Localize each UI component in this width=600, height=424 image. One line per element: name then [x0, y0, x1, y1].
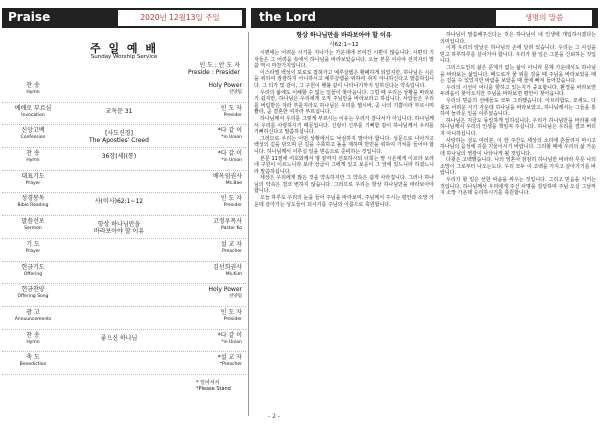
worship-order — [2, 80, 246, 375]
order-leader-en: Ms.Bae — [225, 180, 242, 186]
sermon-paragraph: 그리스도인의 삶은 문제가 없는 삶이 아니라 문제 가운데서도 하나님을 바라보는 삶입니다. 베드로가 물 위를 걸을 때 주님을 바라보았을 때는 걸을 수 있었지만 바람을 보았을 때 물에 빠져 들어갔습니다. — [440, 64, 596, 85]
order-item-ko: 축 도 — [26, 354, 40, 362]
order-item-leader — [180, 195, 242, 209]
order-item-en: Prayer — [25, 248, 41, 254]
order-leader-en: Ms.Kim — [225, 271, 242, 277]
sermon-paragraph: 우리의 삶에도 이해할 수 없는 일들이 찾아옵니다. 그럴 때 우리는 상황을 바라보기 쉽지만, 하나님은 우리에게 오직 주님만을 바라보라고 하십니다. 사람들은 우리를 버림받은 자라 부를지라도 하나님은 우리를 헵시바, 곧 나의 기쁨이라 부르시며 쁄라, 곧 결혼한 여자라 부르십니다. — [254, 89, 434, 116]
order-leader-ko: *설 교 자 — [217, 354, 242, 362]
order-item-ko: 성경봉독 — [21, 195, 45, 203]
order-item-ko: 찬 송 — [26, 82, 40, 89]
order-item-leader — [180, 241, 242, 255]
order-leader-ko: Holy Power — [208, 286, 242, 294]
order-row — [2, 103, 246, 126]
order-item-en: Invocation — [21, 112, 45, 118]
sermon-column-1 — [254, 50, 434, 208]
order-leader-ko: 설 교 자 — [220, 240, 242, 248]
presider-ko: 인 도 : 안 도 자 — [199, 62, 240, 69]
order-item-label — [8, 309, 58, 323]
sermon-column-2 — [440, 32, 596, 197]
order-item-label — [8, 354, 58, 368]
order-row — [2, 330, 246, 353]
sermon-label: 생명의 말씀 — [496, 10, 592, 26]
order-item-ko: 예배로 부르심 — [14, 104, 52, 112]
order-leader-en: 찬양팀 — [228, 294, 242, 300]
order-row — [2, 307, 246, 330]
order-item-leader — [180, 150, 242, 164]
praise-title: Praise — [8, 10, 51, 24]
sermon-paragraph: 오늘 하루도 우리의 눈을 들어 주님을 바라보며, 주님께서 주시는 평안과 소망 가운데 살아가는 성도들이 되시기를 주님의 이름으로 축원합니다. — [254, 195, 434, 208]
order-item-label — [8, 264, 58, 278]
order-row — [2, 80, 246, 103]
order-leader-en: *in Union — [221, 158, 242, 164]
order-row — [2, 125, 246, 148]
presider-info — [188, 62, 240, 76]
sermon-paragraph: 우리의 믿음의 선배들도 모두 그러했습니다. 아브라함도, 모세도, 다윗도 어려운 시기 가운데 하나님을 바라보았고, 하나님께서는 그들을 통하여 놀라운 일을 이루셨습니다. — [440, 97, 596, 118]
order-leader-en: Preacher — [222, 248, 242, 254]
order-item-ko: 헌금기도 — [21, 263, 45, 271]
sermon-paragraph: 시편에는 어려운 시기를 지나가는 가운데에 쓰여진 시편이 많습니다. 시편의 기자들은 그 어려움 속에서 하나님을 바라보았습니다. 오늘 본문 이사야 선지자의 말씀 역시 마찬가지입니다. — [254, 50, 434, 70]
lord-title: the Lord — [259, 10, 316, 24]
order-item-ko: 대표기도 — [21, 172, 45, 180]
order-item-label — [8, 150, 58, 164]
order-item-detail: [사도신경] The Apostles' Creed — [89, 130, 149, 145]
order-leader-en: 찬양팀 — [228, 90, 242, 95]
order-leader-en: Pastor Ko — [221, 226, 242, 232]
order-item-leader — [180, 127, 242, 141]
order-leader-ko: Holy Power — [208, 82, 242, 89]
order-item-ko: 헌금찬양 — [21, 286, 45, 294]
order-row — [2, 239, 246, 262]
order-item-en: Prayer — [25, 180, 41, 186]
sermon-paragraph: 이제 우리의 앞날은 하나님의 손에 달려 있습니다. 우리는 그 사실을 믿고 하루하루를 살아가야 합니다. 우리가 할 일은 그분을 신뢰하는 것입니다. — [440, 45, 596, 65]
column-divider — [248, 32, 249, 416]
order-item-en: Hymn — [26, 90, 40, 95]
order-leader-en: Presider — [223, 112, 242, 118]
sermon-paragraph: 그러므로 우리는 어떤 상황에서도 낙심하지 말아야 합니다. 성문으로 나아가고 백성의 길을 닦으며 큰 길을 수축하고 돌을 제하며 만민을 위하여 기치를 들어야 합니다. 하나님께서 이루실 일을 믿음으로 준비하는 것입니다. — [254, 135, 434, 155]
order-leader-ko: *다 같 이 — [217, 331, 242, 339]
header-band-right — [251, 8, 598, 28]
sermon-reference: 사62:1~12 — [329, 42, 359, 48]
order-leader-en: *in Union — [221, 339, 242, 345]
order-leader-ko: 김선희권사 — [213, 263, 242, 271]
stand-note-en: *Please Stand — [196, 386, 231, 392]
order-item-en: Confession — [20, 135, 46, 141]
order-leader-en: *in Union — [221, 135, 242, 141]
order-item-en: Announcements — [14, 316, 52, 322]
order-item-ko: 찬 송 — [26, 331, 40, 339]
order-leader-ko: 인 도 자 — [220, 195, 242, 203]
order-item-leader — [180, 286, 242, 300]
order-item-label — [8, 82, 58, 96]
sermon-paragraph: 하나님은 지금도 동일하게 일하십니다. 우리가 하나님만을 바라볼 때 하나님께서 우리의 인생을 책임져 주십니다. 하나님은 우리를 결코 버리지 아니하십니다. — [440, 117, 596, 137]
order-item-ko: 광 고 — [26, 308, 40, 316]
order-item-leader — [180, 309, 242, 323]
order-item-leader — [180, 354, 242, 368]
order-item-leader — [180, 173, 242, 187]
order-row — [2, 216, 246, 239]
order-item-ko: 신앙고백 — [21, 127, 45, 135]
order-leader-ko: 배옥임권사 — [213, 172, 242, 180]
order-item-en: Offering Song — [17, 294, 49, 300]
sermon-paragraph: 사랑하는 성도 여러분, 이 한 주간도 세상의 소리에 흔들리지 마시고 하나님의 음성에 귀를 기울이시기 바랍니다. 그리할 때에 우리의 삶 가운데 하나님의 영광이 나타나게 될 것입니다. — [440, 137, 596, 157]
order-item-label — [8, 173, 58, 187]
presider-en: Preside : Presider — [188, 69, 240, 76]
order-leader-ko: *다 같 이 — [217, 127, 242, 135]
order-leader-ko: *다 같 이 — [217, 150, 242, 158]
order-item-en: Benediction — [19, 362, 47, 368]
order-leader-en: *Preacher — [219, 362, 242, 368]
order-item-detail: 교독문 31 — [105, 107, 133, 115]
order-item-en: Hymn — [26, 339, 40, 345]
order-item-detail: 항상 하나님만을 바라보아야 할 이유 — [93, 221, 145, 236]
order-leader-ko: 고정우목사 — [213, 218, 242, 226]
order-item-label — [8, 105, 58, 119]
order-item-en: Bible Reading — [17, 203, 49, 209]
order-item-detail: 좋으신 하나님 — [100, 334, 138, 342]
order-row — [2, 171, 246, 194]
order-leader-en: Presider — [223, 316, 242, 322]
date-box: 2020년 12월13일 주일 — [118, 10, 242, 26]
sermon-paragraph: 우리의 시선이 어디를 향하고 있는지가 중요합니다. 환경을 바라보면 두려움이 찾아오지만 주님을 바라보면 평안이 찾아옵니다. — [440, 84, 596, 98]
order-row — [2, 352, 246, 375]
sermon-paragraph: 다윗은 고백했습니다. 나의 영혼아 잠잠히 하나님만 바라라 무릇 나의 소망이 그로부터 나오는도다. 우리 모두 이 고백을 가지고 살아가기를 바랍니다. — [440, 157, 596, 177]
order-leader-en: Presider — [223, 203, 242, 209]
stand-note — [196, 380, 231, 392]
order-item-label — [8, 127, 58, 141]
order-leader-ko: 인 도 자 — [220, 104, 242, 112]
order-item-ko: 말씀선포 — [21, 218, 45, 226]
order-row — [2, 193, 246, 216]
order-item-detail: 사(이사)62:1~12 — [94, 198, 144, 206]
order-item-ko: 찬 송 — [26, 150, 40, 158]
sermon-paragraph: 하나님이 말씀해주신다는 것은 하나님이 내 인생에 개입하시겠다는 의미입니다. — [440, 32, 596, 45]
sermon-paragraph: 하나님께서 우리를 그렇게 부르시는 이유는 우리가 잘나서가 아닙니다. 하나님께서 우리를 사랑하시기 때문입니다. 신랑이 신부를 기뻐함 같이 하나님께서 우리를 기뻐하신다고 말씀하십니다. — [254, 115, 434, 136]
service-title: 주 일 예 배 — [90, 42, 158, 55]
order-item-label — [8, 286, 58, 300]
order-leader-ko: 인 도 자 — [220, 308, 242, 316]
order-item-leader — [180, 264, 242, 278]
order-row — [2, 262, 246, 285]
order-item-en: Offering — [23, 271, 43, 277]
order-item-leader — [180, 82, 242, 96]
sermon-paragraph: 우리가 할 일은 선한 싸움을 싸우는 것입니다. 그리고 믿음을 지키는 것입니다. 하나님께서 우리에게 주신 사명을 감당하며 주님 오실 그날까지 소망 가운데 승리하시기를 축원합니다. — [440, 177, 596, 197]
order-item-ko: 기 도 — [26, 240, 40, 248]
sermon-paragraph: 이스라엘 백성이 포로로 잡혀가고 예루살렘은 황폐하게 되었지만, 하나님은 시온을 위하여 잠잠하지 아니하시고 예루살렘을 위하여 쉬지 아니하신다고 말씀하십니다. 그 의가 빛 같이, 그 구원이 횃불 같이 나타나기까지 일하신다는 약속입니다. — [254, 69, 434, 89]
header-band-left — [2, 8, 246, 28]
order-item-en: Hymn — [26, 158, 40, 164]
order-item-leader — [180, 105, 242, 119]
service-subtitle: Sunday Worship Service — [90, 54, 158, 60]
order-item-label — [8, 241, 58, 255]
order-item-label — [8, 218, 58, 232]
sermon-paragraph: 세상은 우리에게 많은 것을 약속하지만 그 약속은 쉽게 사라집니다. 그러나 하나님의 약속은 결코 변하지 않습니다. 그러므로 우리는 항상 하나님만을 바라보아야 합니다. — [254, 175, 434, 195]
order-item-en: Sermon — [24, 226, 42, 232]
stand-note-ko: * 일어서서 — [196, 380, 220, 386]
order-item-leader — [180, 332, 242, 346]
order-row — [2, 284, 246, 307]
order-item-leader — [180, 218, 242, 232]
order-item-detail: 36장(세)(통) — [101, 153, 137, 161]
order-row — [2, 148, 246, 171]
sermon-paragraph: 본문 11절에 여호와께서 땅 끝까지 선포하시되 너희는 딸 시온에게 이르라 보라 네 구원이 이르느니라 보라 상급이 그에게 있고 보응이 그 앞에 있느니라 하셨느니라 말씀하십니다. — [254, 155, 434, 175]
sermon-title: 항상 하나님만을 바라보아야 할 이유 — [296, 32, 392, 39]
page-number: - 2 - — [268, 413, 280, 420]
order-item-label — [8, 332, 58, 346]
order-item-label — [8, 195, 58, 209]
